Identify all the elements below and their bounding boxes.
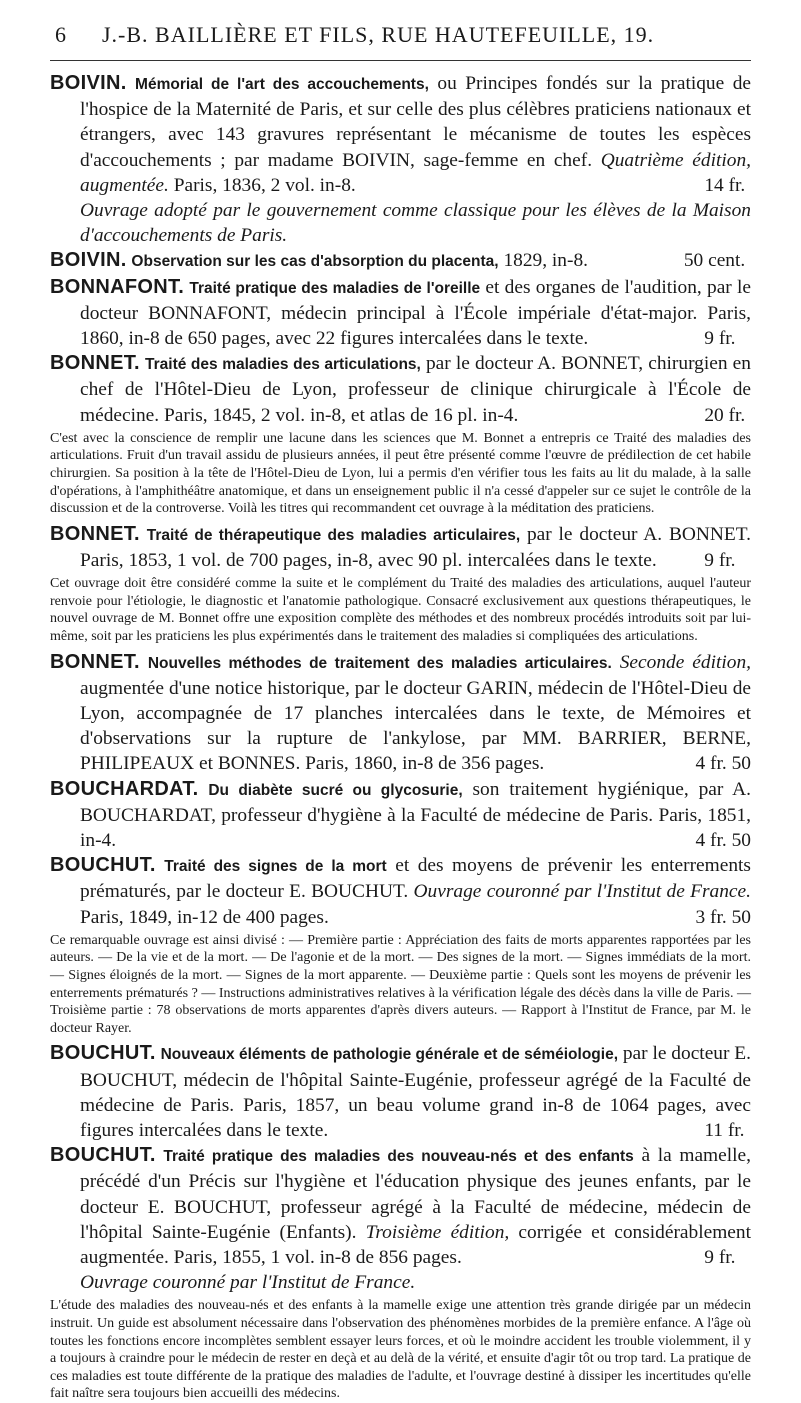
entry-text: ou Principes fondés sur la pratique de l'hospice de la Maternité de Paris, et sur celle des plus célèbres praticiens nationaux et étrangers, avec 143 gravures représentant le mécanisme de toutes les espèces d'accouchements ; par madame BOIVIN, sage-femme en chef. <box>80 73 752 171</box>
entry-mention: Ouvrage adopté par le gouvernement comme classique pour les élèves de la Maison d'accouchements de Paris. <box>80 200 751 247</box>
running-title: J.-B. BAILLIÈRE ET FILS, RUE HAUTEFEUILLE, 19. <box>102 22 655 47</box>
entry-price: 9 fr. <box>704 1247 736 1269</box>
catalogue-entry <box>50 777 751 854</box>
entry-note: L'étude des maladies des nouveau-nés et des enfants à la mamelle exige une attention très grande dirigée par un médecin instruit. Un guide est absolument nécessaire dans l'observation des phénomènes morbides de la première enfance. A l'âge où toutes les fonctions encore incomplètes semblent essayer leurs forces, et où le moindre accident les trouble violemment, il y a toujours à craindre pour le médecin de rester en deçà et au delà de la vérité, et ensuite d'agir tôt ou trop tard. La pratique de ces maladies est toute différente de la pratique des maladies de l'adulte, et l'ouvrage destiné à dissiper les incertitudes qu'elle fait naître sera toujours bien accueilli des médecins. <box>50 1298 751 1402</box>
entry-text: augmentée d'une notice historique, par le docteur GARIN, médecin de l'Hôtel-Dieu de Lyon, accompagnée de 17 planches intercalées dans le texte, de Mémoires et d'observations sur la rupture de l'ankylose, par MM. BARRIER, BERNE, PHILIPEAUX et BONNES. Paris, 1860, in-8 de 356 pages. <box>80 677 751 775</box>
entry-title: Traité des signes de la mort <box>164 858 387 876</box>
entry-title: Du diabète sucré ou glycosurie, <box>208 781 463 799</box>
entry-mention: Ouvrage couronné par l'Institut de France. <box>413 881 751 903</box>
entry-title: Nouvelles méthodes de traitement des maladies articulaires. <box>147 654 612 672</box>
entry-price: 20 fr. <box>704 404 746 426</box>
catalogue-entry <box>50 275 751 352</box>
entry-edition: Seconde édition, <box>611 651 751 673</box>
catalogue-entry <box>50 522 751 646</box>
entry-price: 9 fr. <box>704 550 736 572</box>
catalogue-entry <box>50 1041 751 1143</box>
entry-author: BONNAFONT. <box>50 275 185 298</box>
entry-price: 14 fr. <box>704 174 746 196</box>
entry-edition: Troisième édition, <box>365 1221 510 1243</box>
entry-text: et des organes de l'audition, par le docteur BONNAFONT, médecin principal à l'École impériale d'état-major. Paris, 1860, in-8 de 650 pages, avec 22 figures intercalées dans le texte. <box>80 276 752 350</box>
entry-text-cont: Paris, 1836, 2 vol. in-8. <box>168 174 356 196</box>
entry-price: 11 fr. <box>704 1120 745 1141</box>
entry-text-cont: Paris, 1849, in-12 de 400 pages. <box>80 906 329 928</box>
entry-text: 1829, in-8. <box>498 250 589 272</box>
entry-title: Traité des maladies des articulations, <box>145 356 421 374</box>
entry-text: par le docteur A. BONNET. Paris, 1853, 1 vol. de 700 pages, in-8, avec 90 pl. intercalées dans le texte. <box>80 523 751 572</box>
entry-author: BOIVIN. <box>50 249 127 272</box>
entry-edition: Quatrième édition, augmentée. <box>80 149 751 196</box>
header-rule <box>50 60 751 61</box>
entry-text: son traitement hygiénique, par A. BOUCHARDAT, professeur d'hygiène à la Faculté de médecine de Paris. Paris, 1851, in-4. <box>80 778 751 852</box>
entry-text-cont: corrigée et considérablement augmentée. Paris, 1855, 1 vol. in-8 de 856 pages. <box>80 1221 751 1269</box>
entry-author: BOIVIN. <box>50 72 127 94</box>
entry-mention: Ouvrage couronné par l'Institut de France. <box>80 1272 416 1294</box>
entry-note: Cet ouvrage doit être considéré comme la suite et le complément du Traité des maladies des articulations, auquel l'auteur renvoie pour l'étiologie, le diagnostic et l'anatomie pathologique. Consacré exclusivement aux questions thérapeutiques, le nouvel ouvrage de M. Bonnet offre une exposition complète des méthodes et des nombreux procédés introduits soit par lui-même, soit par les praticiens les plus expérimentés dans le traitement des maladies si compliquées des articulations. <box>50 576 751 644</box>
catalogue-entry <box>50 1143 751 1403</box>
entry-title: Traité pratique des maladies de l'oreille <box>189 279 481 297</box>
entry-price: 4 fr. 50 <box>695 753 751 775</box>
running-head <box>50 22 751 56</box>
page-number: 6 <box>55 22 67 47</box>
entry-author: BONNET. <box>50 522 140 545</box>
entry-note: Ce remarquable ouvrage est ainsi divisé : — Première partie : Appréciation des faits de morts apparentes rapportées par les auteurs. — De la vie et de la mort. — De l'agonie et de la mort. — Des signes de la mort. — Signes immédiats de la mort. — Signes éloignés de la mort. — Signes de la mort apparente. — Deuxième partie : Quels sont les moyens de prévenir les enterrements prématurés ? — Instructions administratives relatives à la vérification légale des décès dans la ville de Paris. — Troisième partie : 78 observations de morts apparentes d'après divers auteurs. — Rapport à l'Institut de France, par M. le docteur Rayer. <box>50 932 751 1036</box>
entry-title: Traité de thérapeutique des maladies articulaires, <box>146 526 521 544</box>
entry-price: 3 fr. 50 <box>695 906 751 928</box>
entry-price: 9 fr. <box>704 328 736 350</box>
catalogue-entry <box>50 248 751 274</box>
catalogue-entry <box>50 351 751 518</box>
entry-text: à la mamelle, précédé d'un Précis sur l'hygiène et l'éducation physique des jeunes enfants, par le docteur E. BOUCHUT, professeur agrégé à la Faculté de médecine, médecin de l'hôpital Sainte-Eugénie (Enfants). <box>80 1145 751 1243</box>
catalogue-entry <box>50 650 751 777</box>
entry-title: Nouveaux éléments de pathologie générale et de séméiologie, <box>160 1046 618 1064</box>
entry-author: BOUCHUT. <box>50 1042 156 1065</box>
catalogue-entry <box>50 853 751 1037</box>
entry-text: et des moyens de prévenir les enterrements prématurés, par le docteur E. BOUCHUT. <box>80 855 751 903</box>
entry-author: BOUCHUT. <box>50 854 156 877</box>
entry-author: BOUCHARDAT. <box>50 777 199 800</box>
entry-title: Traité pratique des maladies des nouveau-nés et des enfants <box>163 1148 634 1166</box>
entry-text: par le docteur E. BOUCHUT, médecin de l'hôpital Sainte-Eugénie, professeur agrégé de la Faculté de médecine de Paris. Paris, 1857, un beau volume grand in-8 de 1064 pages, avec figures intercalées dans le texte. <box>80 1043 751 1141</box>
entry-author: BOUCHUT. <box>50 1144 156 1167</box>
entry-note: C'est avec la conscience de remplir une lacune dans les sciences que M. Bonnet a entrepris ce Traité des maladies des articulations. Fruit d'un travail assidu de plusieurs années, il peut être présenté comme l'œuvre de prédilection de cet habile chirurgien. Sa position à la tête de l'Hôtel-Dieu de Lyon, lui a permis d'en vérifier tous les faits au lit du malade, à la salle d'opérations, à l'amphithéâtre anatomique, et dans un enseignement public il n'a cessé d'appeler sur ce sujet le contrôle de la discussion et de la controverse. Voilà les titres qui recommandent cet ouvrage à la méditation des praticiens. <box>50 430 751 517</box>
entry-title: Mémorial de l'art des accouchements, <box>135 76 429 93</box>
entry-title: Observation sur les cas d'absorption du placenta, <box>131 253 499 271</box>
entry-price: 4 fr. 50 <box>695 830 751 852</box>
entry-text: par le docteur A. BONNET, chirurgien en chef de l'Hôtel-Dieu de Lyon, professeur de clinique chirurgicale à l'École de médecine. Paris, 1845, 2 vol. in-8, et atlas de 16 pl. in-4. <box>80 353 751 426</box>
entry-author: BONNET. <box>50 650 140 673</box>
entry-price: 50 cent. <box>683 250 746 272</box>
catalogue-entry <box>50 71 751 248</box>
entry-author: BONNET. <box>50 352 140 375</box>
